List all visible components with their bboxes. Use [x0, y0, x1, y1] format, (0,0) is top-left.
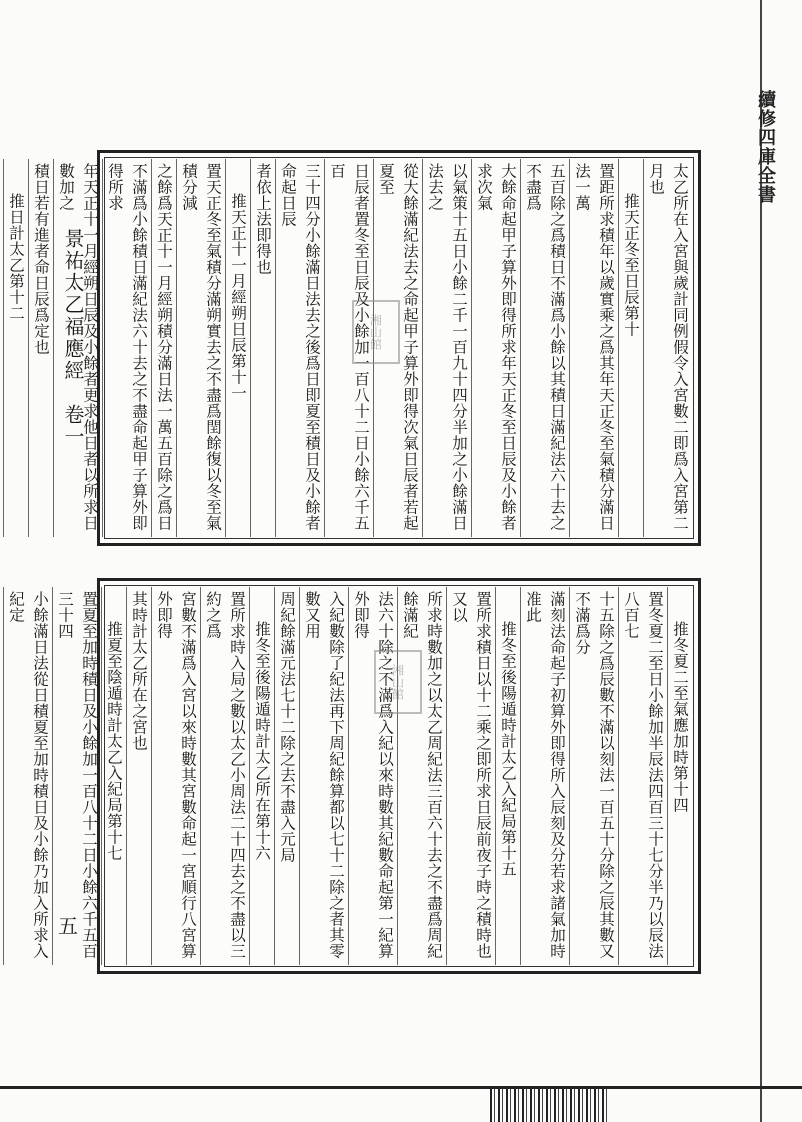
text-column: 推天正十一月經朔日辰第十一 [225, 159, 250, 537]
text-column: 置所求時入局之數以太乙小周法二十四去之不盡以三約之爲 [200, 587, 249, 965]
library-seal: 湘山館 [352, 300, 400, 364]
text-column: 大餘命起甲子算外即得所求年天正冬至日辰及小餘者求次氣 [471, 159, 520, 537]
text-column: 年天正十一月經朔日辰及小餘者更求他日者以所求日數加之 [53, 159, 102, 537]
text-column: 太乙所在入宮與歲計同例假令入宮數二即爲入宮第二月也 [643, 159, 692, 537]
text-column: 法六十除之不滿爲入紀以來時數其紀數命起第一紀算外即得 [348, 587, 397, 965]
text-column: 置冬夏二至日小餘加半辰法四百三十七分半乃以辰法八百七 [618, 587, 667, 965]
text-column: 積日若有進者命日辰爲定也 [28, 159, 53, 537]
text-column: 周紀餘滿元法七十二除之去不盡入元局 [274, 587, 299, 965]
text-column: 十五除之爲辰數不滿以刻法一百五十分除之辰其數又不滿爲分 [569, 587, 618, 965]
text-column: 所求時數加之以太乙周紀法三百六十去之不盡爲周紀餘滿紀 [397, 587, 446, 965]
edge-label: 續修四庫全書 [755, 90, 776, 204]
text-column: 以氣策十五日小餘二千一百九十四分半加之小餘滿日法去之 [422, 159, 471, 537]
bottom-rule [0, 1086, 802, 1089]
book-title: 景祐太乙福應經 卷一 [61, 228, 85, 448]
lower-columns [7, 587, 692, 965]
text-column: 推夏至陰遁時計太乙入紀局第十七 [101, 587, 126, 965]
text-column: 日辰者置冬至日辰及小餘加一百八十二日小餘六千五百 [324, 159, 373, 537]
text-column: 三十四分小餘滿日法去之後爲日即夏至積日及小餘者命起日辰 [275, 159, 324, 537]
text-column: 小餘滿日法從日積夏至加時積日及小餘乃加入所求入紀定 [3, 587, 52, 965]
text-column: 者依上法即得也 [250, 159, 275, 537]
text-column: 其時計太乙所在之宮也 [126, 587, 151, 965]
text-column: 推日計太乙第十二 [3, 159, 28, 537]
page-edge [736, 0, 802, 1122]
text-column: 入紀數除了紀法再下周紀餘算都以七十二除之者其零數又用 [299, 587, 348, 965]
text-column: 推冬至後陽遁時計太乙所在第十六 [249, 587, 274, 965]
text-column: 從大餘滿紀法去之命起甲子算外即得次氣日辰者若起夏至 [373, 159, 422, 537]
text-column: 不滿爲小餘積日滿紀法六十去之不盡命起甲子算外即得所求 [102, 159, 151, 537]
text-column: 置所求積日以十二乘之即所求日辰前夜子時之積時也又以 [446, 587, 495, 965]
text-column: 置距所求積年以歲實乘之爲其年天正冬至氣積分滿日法一萬 [569, 159, 618, 537]
scan-margin-marks [490, 1089, 610, 1122]
text-column: 五百除之爲積日不滿爲小餘以其積日滿紀法六十去之不盡爲 [520, 159, 569, 537]
text-column: 推冬夏二至氣應加時第十四 [667, 587, 692, 965]
text-column: 置夏至加時積日及小餘加一百八十二日小餘六千五百三十四 [52, 587, 101, 965]
page-number: 五 [58, 914, 78, 938]
library-seal: 湘山館 [374, 650, 422, 714]
text-column: 宮數不滿爲入宮以來時數其宮數命起一宮順行八宮算外即得 [151, 587, 200, 965]
text-column: 推天正冬至日辰第十 [618, 159, 643, 537]
text-column: 滿刻法命起子初算外即得所入辰刻及分若求諸氣加時准此 [520, 587, 569, 965]
text-column: 置天正冬至氣積分滿朔實去之不盡爲閏餘復以冬至氣積分減 [176, 159, 225, 537]
text-column: 之餘爲天正十一月經朔積分滿日法一萬五百除之爲日 [151, 159, 176, 537]
lower-text-block [7, 578, 701, 974]
text-column: 推冬至後陽遁時計太乙入紀局第十五 [495, 587, 520, 965]
